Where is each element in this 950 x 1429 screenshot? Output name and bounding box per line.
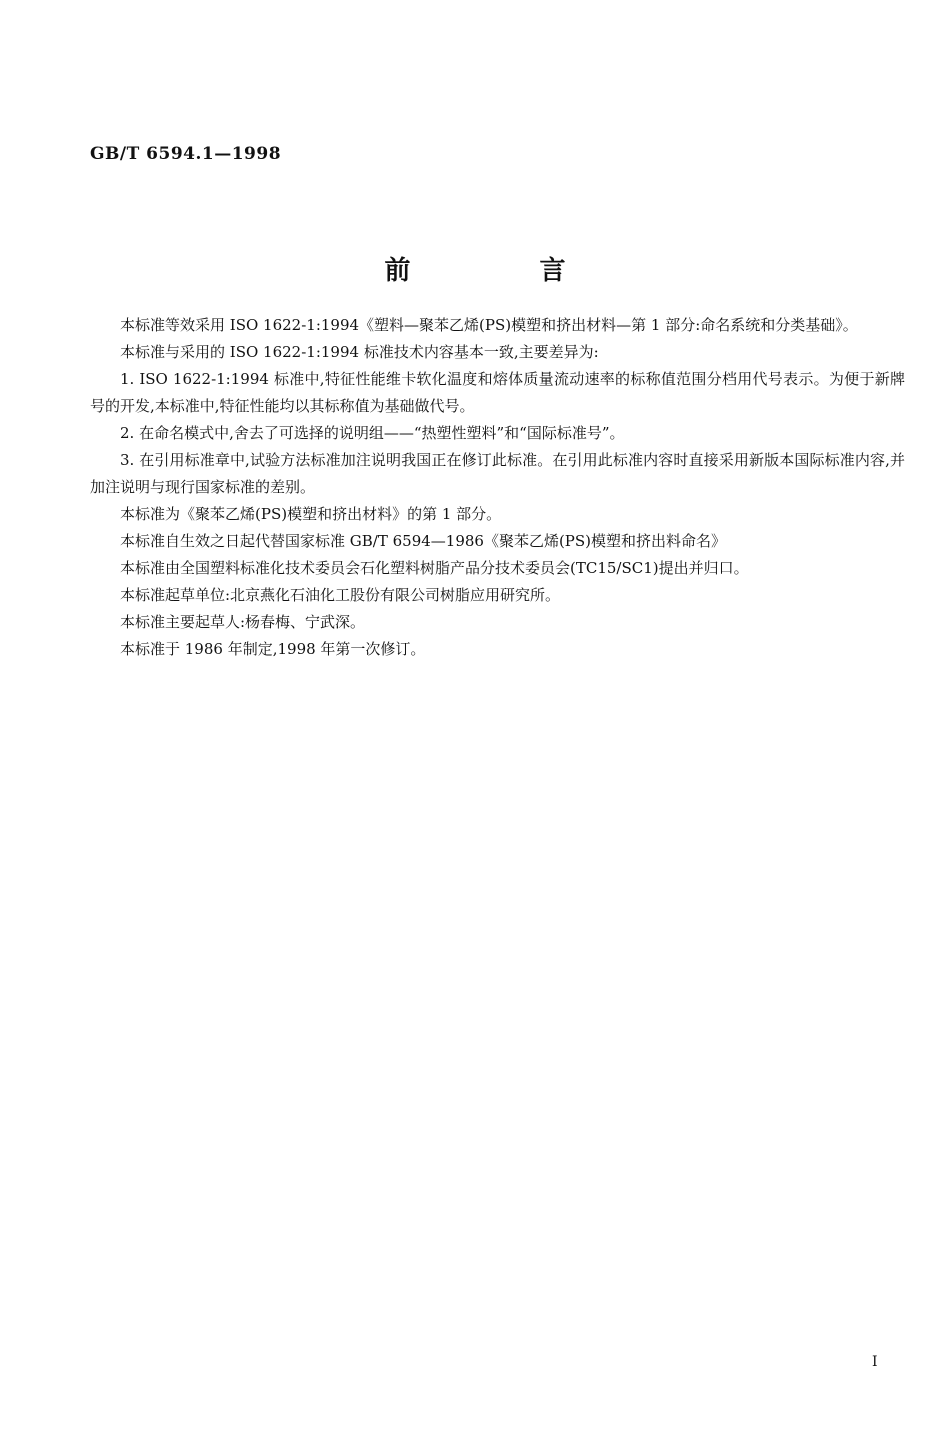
paragraph-difference-2: 2. 在命名模式中,舍去了可选择的说明组——“热塑性塑料”和“国际标准号”。 bbox=[120, 424, 625, 442]
paragraph-history: 本标准于 1986 年制定,1998 年第一次修订。 bbox=[120, 640, 426, 658]
paragraph-proposer: 本标准由全国塑料标准化技术委员会石化塑料树脂产品分技术委员会(TC15/SC1)提出并归口。 bbox=[120, 559, 749, 577]
paragraph-drafters: 本标准主要起草人:杨春梅、宁武深。 bbox=[120, 613, 366, 631]
page-title: 前 言 bbox=[384, 256, 626, 286]
foreword-body bbox=[90, 312, 905, 663]
paragraph-differences-intro: 本标准与采用的 ISO 1622-1:1994 标准技术内容基本一致,主要差异为: bbox=[120, 343, 599, 361]
paragraph-drafting-unit: 本标准起草单位:北京燕化石油化工股份有限公司树脂应用研究所。 bbox=[120, 586, 561, 604]
paragraph-part-info: 本标准为《聚苯乙烯(PS)模塑和挤出材料》的第 1 部分。 bbox=[120, 505, 502, 523]
paragraph-replacement: 本标准自生效之日起代替国家标准 GB/T 6594—1986《聚苯乙烯(PS)模塑和挤出料命名》 bbox=[120, 532, 727, 550]
page-number: I bbox=[872, 1354, 878, 1370]
standard-code: GB/T 6594.1—1998 bbox=[90, 144, 282, 164]
paragraph-difference-3: 3. 在引用标准章中,试验方法标准加注说明我国正在修订此标准。在引用此标准内容时直接采用新版本国际标准内容,并加注说明与现行国家标准的差别。 bbox=[90, 451, 905, 496]
paragraph-difference-1: 1. ISO 1622-1:1994 标准中,特征性能维卡软化温度和熔体质量流动速率的标称值范围分档用代号表示。为便于新牌号的开发,本标准中,特征性能均以其标称值为基础做代号。 bbox=[90, 370, 905, 415]
paragraph-adoption: 本标准等效采用 ISO 1622-1:1994《塑料—聚苯乙烯(PS)模塑和挤出材料—第 1 部分:命名系统和分类基础》。 bbox=[120, 316, 858, 334]
